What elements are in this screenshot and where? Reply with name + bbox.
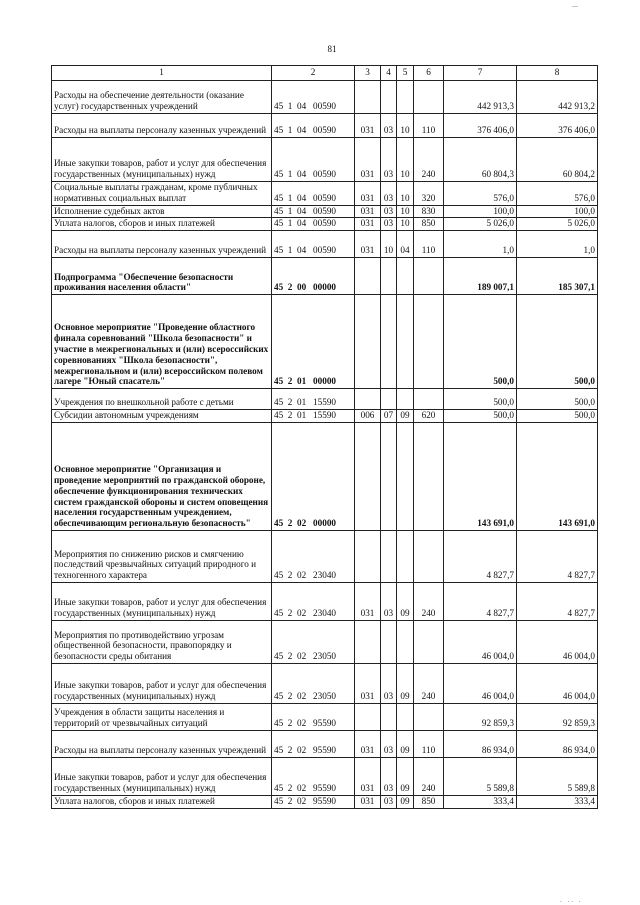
amount-col7-cell: 143 691,0 [444, 422, 517, 530]
subsection-cell: 10 [397, 218, 414, 231]
target-code-cell: 45 2 01 00000 [272, 295, 355, 389]
page-number: 81 [327, 44, 337, 54]
expense-type-cell: 110 [414, 114, 444, 138]
corner-mark: ... [572, 0, 578, 9]
header-cell: 8 [517, 66, 598, 81]
header-cell: 1 [52, 66, 272, 81]
amount-col8-cell: 1,0 [517, 231, 598, 258]
table-row [52, 757, 598, 795]
expense-type-cell [414, 81, 444, 114]
expense-type-cell [414, 703, 444, 730]
amount-col8-cell: 4 827,7 [517, 530, 598, 582]
target-code-cell: 45 1 04 00590 [272, 218, 355, 231]
target-code-cell: 45 2 02 95590 [272, 795, 355, 808]
ministry-code-cell [355, 703, 381, 730]
amount-col7-cell: 376 406,0 [444, 114, 517, 138]
ministry-code-cell: 031 [355, 231, 381, 258]
item-name-cell: Учреждения в области защиты населения и территорий от чрезвычайных ситуаций [52, 703, 272, 730]
target-code-cell: 45 2 01 15590 [272, 389, 355, 410]
subsection-cell: 09 [397, 795, 414, 808]
amount-col8-cell: 143 691,0 [517, 422, 598, 530]
table-row [52, 218, 598, 231]
section-cell: 03 [381, 795, 397, 808]
item-name-cell: Социальные выплаты гражданам, кроме публичных нормативных социальных выплат [52, 182, 272, 206]
item-name-cell: Учреждения по внешкольной работе с детьми [52, 389, 272, 410]
section-cell [381, 530, 397, 582]
target-code-cell: 45 1 04 00590 [272, 114, 355, 138]
amount-col8-cell: 500,0 [517, 410, 598, 423]
amount-col8-cell: 46 004,0 [517, 663, 598, 703]
section-cell: 10 [381, 231, 397, 258]
table-row [52, 258, 598, 295]
table-row [52, 663, 598, 703]
section-cell: 03 [381, 138, 397, 182]
ministry-code-cell: 006 [355, 410, 381, 423]
subsection-cell [397, 530, 414, 582]
section-cell [381, 295, 397, 389]
expense-type-cell [414, 389, 444, 410]
section-cell [381, 389, 397, 410]
section-cell: 03 [381, 730, 397, 757]
amount-col7-cell: 500,0 [444, 295, 517, 389]
amount-col8-cell: 46 004,0 [517, 620, 598, 663]
amount-col7-cell: 1,0 [444, 231, 517, 258]
table-row [52, 138, 598, 182]
expense-type-cell: 620 [414, 410, 444, 423]
table-row [52, 231, 598, 258]
table-row [52, 730, 598, 757]
item-name-cell: Расходы на обеспечение деятельности (оказание услуг) государственных учреждений [52, 81, 272, 114]
table-row [52, 114, 598, 138]
target-code-cell: 45 1 04 00590 [272, 138, 355, 182]
table-header-row [52, 66, 598, 81]
target-code-cell: 45 2 02 23040 [272, 530, 355, 582]
item-name-cell: Основное мероприятие "Организация и проведение мероприятий по гражданской обороне, обеспечение функционирования технических систем гражданской обороны и систем оповещения населения государственным учреждением, обеспечивающим региональную безопасность" [52, 422, 272, 530]
ministry-code-cell: 031 [355, 114, 381, 138]
subsection-cell: 10 [397, 114, 414, 138]
table-row [52, 205, 598, 218]
subsection-cell [397, 389, 414, 410]
section-cell [381, 703, 397, 730]
header-cell: 4 [381, 66, 397, 81]
item-name-cell: Расходы на выплаты персоналу казенных учреждений [52, 114, 272, 138]
target-code-cell: 45 1 04 00590 [272, 182, 355, 206]
expense-type-cell: 850 [414, 218, 444, 231]
amount-col8-cell: 500,0 [517, 389, 598, 410]
footer-mark: . .. . [560, 896, 583, 904]
item-name-cell: Основное мероприятие "Проведение областного финала соревнований "Школа безопасности" и участие в межрегиональных и (или) всероссийских соревнованиях "Школа безопасности", межрегиональном и (или) всероссийском полевом лагере "Юный спасатель" [52, 295, 272, 389]
item-name-cell: Иные закупки товаров, работ и услуг для обеспечения государственных (муниципальных) нужд [52, 663, 272, 703]
target-code-cell: 45 1 04 00590 [272, 81, 355, 114]
table-row [52, 81, 598, 114]
section-cell: 03 [381, 582, 397, 620]
ministry-code-cell [355, 620, 381, 663]
ministry-code-cell: 031 [355, 218, 381, 231]
section-cell: 07 [381, 410, 397, 423]
subsection-cell: 10 [397, 205, 414, 218]
subsection-cell: 10 [397, 182, 414, 206]
item-name-cell: Иные закупки товаров, работ и услуг для обеспечения государственных (муниципальных) нужд [52, 138, 272, 182]
subsection-cell [397, 81, 414, 114]
expense-type-cell: 240 [414, 582, 444, 620]
subsection-cell: 09 [397, 663, 414, 703]
amount-col7-cell: 100,0 [444, 205, 517, 218]
amount-col7-cell: 86 934,0 [444, 730, 517, 757]
expense-type-cell: 850 [414, 795, 444, 808]
subsection-cell: 04 [397, 231, 414, 258]
item-name-cell: Подпрограмма "Обеспечение безопасности проживания населения области" [52, 258, 272, 295]
amount-col8-cell: 86 934,0 [517, 730, 598, 757]
ministry-code-cell: 031 [355, 663, 381, 703]
amount-col7-cell: 189 007,1 [444, 258, 517, 295]
subsection-cell [397, 422, 414, 530]
amount-col8-cell: 5 026,0 [517, 218, 598, 231]
target-code-cell: 45 2 02 00000 [272, 422, 355, 530]
amount-col8-cell: 5 589,8 [517, 757, 598, 795]
ministry-code-cell [355, 389, 381, 410]
ministry-code-cell [355, 422, 381, 530]
amount-col7-cell: 576,0 [444, 182, 517, 206]
expense-type-cell [414, 422, 444, 530]
target-code-cell: 45 1 04 00590 [272, 231, 355, 258]
expense-type-cell: 240 [414, 757, 444, 795]
item-name-cell: Уплата налогов, сборов и иных платежей [52, 218, 272, 231]
amount-col7-cell: 333,4 [444, 795, 517, 808]
expense-type-cell: 830 [414, 205, 444, 218]
amount-col8-cell: 576,0 [517, 182, 598, 206]
item-name-cell: Иные закупки товаров, работ и услуг для обеспечения государственных (муниципальных) нужд [52, 582, 272, 620]
amount-col7-cell: 442 913,3 [444, 81, 517, 114]
ministry-code-cell: 031 [355, 138, 381, 182]
target-code-cell: 45 2 02 95590 [272, 757, 355, 795]
item-name-cell: Расходы на выплаты персоналу казенных учреждений [52, 231, 272, 258]
ministry-code-cell: 031 [355, 757, 381, 795]
header-cell: 2 [272, 66, 355, 81]
ministry-code-cell [355, 295, 381, 389]
target-code-cell: 45 1 04 00590 [272, 205, 355, 218]
subsection-cell: 09 [397, 730, 414, 757]
target-code-cell: 45 2 01 15590 [272, 410, 355, 423]
amount-col8-cell: 185 307,1 [517, 258, 598, 295]
ministry-code-cell [355, 258, 381, 295]
target-code-cell: 45 2 02 23040 [272, 582, 355, 620]
subsection-cell: 09 [397, 757, 414, 795]
section-cell [381, 620, 397, 663]
amount-col8-cell: 60 804,2 [517, 138, 598, 182]
amount-col7-cell: 46 004,0 [444, 663, 517, 703]
item-name-cell: Мероприятия по снижению рисков и смягчению последствий чрезвычайных ситуаций природного и техногенного характера [52, 530, 272, 582]
target-code-cell: 45 2 02 23050 [272, 663, 355, 703]
amount-col7-cell: 500,0 [444, 410, 517, 423]
expense-type-cell: 110 [414, 730, 444, 757]
header-cell: 5 [397, 66, 414, 81]
ministry-code-cell: 031 [355, 730, 381, 757]
amount-col7-cell: 5 026,0 [444, 218, 517, 231]
target-code-cell: 45 2 02 23050 [272, 620, 355, 663]
table-row [52, 582, 598, 620]
table-row [52, 182, 598, 206]
table-row [52, 410, 598, 423]
item-name-cell: Исполнение судебных актов [52, 205, 272, 218]
amount-col8-cell: 333,4 [517, 795, 598, 808]
ministry-code-cell: 031 [355, 795, 381, 808]
section-cell: 03 [381, 114, 397, 138]
target-code-cell: 45 2 00 00000 [272, 258, 355, 295]
subsection-cell [397, 620, 414, 663]
amount-col7-cell: 4 827,7 [444, 530, 517, 582]
ministry-code-cell: 031 [355, 182, 381, 206]
target-code-cell: 45 2 02 95590 [272, 730, 355, 757]
expense-type-cell [414, 620, 444, 663]
budget-table [51, 65, 598, 809]
table-row [52, 703, 598, 730]
amount-col7-cell: 5 589,8 [444, 757, 517, 795]
expense-type-cell [414, 530, 444, 582]
item-name-cell: Расходы на выплаты персоналу казенных учреждений [52, 730, 272, 757]
subsection-cell: 09 [397, 410, 414, 423]
section-cell [381, 422, 397, 530]
section-cell: 03 [381, 218, 397, 231]
table-row [52, 389, 598, 410]
amount-col8-cell: 100,0 [517, 205, 598, 218]
amount-col8-cell: 442 913,2 [517, 81, 598, 114]
expense-type-cell: 320 [414, 182, 444, 206]
section-cell: 03 [381, 663, 397, 703]
ministry-code-cell [355, 81, 381, 114]
subsection-cell: 10 [397, 138, 414, 182]
expense-type-cell: 240 [414, 138, 444, 182]
expense-type-cell [414, 258, 444, 295]
expense-type-cell: 110 [414, 231, 444, 258]
item-name-cell: Мероприятия по противодействию угрозам общественной безопасности, правопорядку и безопасности среды обитания [52, 620, 272, 663]
subsection-cell [397, 295, 414, 389]
section-cell [381, 81, 397, 114]
item-name-cell: Иные закупки товаров, работ и услуг для обеспечения государственных (муниципальных) нужд [52, 757, 272, 795]
header-cell: 3 [355, 66, 381, 81]
section-cell: 03 [381, 182, 397, 206]
header-cell: 7 [444, 66, 517, 81]
subsection-cell: 09 [397, 582, 414, 620]
amount-col8-cell: 92 859,3 [517, 703, 598, 730]
amount-col7-cell: 500,0 [444, 389, 517, 410]
section-cell: 03 [381, 205, 397, 218]
expense-type-cell: 240 [414, 663, 444, 703]
ministry-code-cell [355, 530, 381, 582]
table-row [52, 620, 598, 663]
ministry-code-cell: 031 [355, 205, 381, 218]
amount-col8-cell: 4 827,7 [517, 582, 598, 620]
subsection-cell [397, 703, 414, 730]
expense-type-cell [414, 295, 444, 389]
section-cell: 03 [381, 757, 397, 795]
subsection-cell [397, 258, 414, 295]
ministry-code-cell: 031 [355, 582, 381, 620]
section-cell [381, 258, 397, 295]
header-cell: 6 [414, 66, 444, 81]
table-row [52, 295, 598, 389]
table-row [52, 422, 598, 530]
amount-col8-cell: 500,0 [517, 295, 598, 389]
amount-col8-cell: 376 406,0 [517, 114, 598, 138]
amount-col7-cell: 92 859,3 [444, 703, 517, 730]
table-row [52, 530, 598, 582]
item-name-cell: Субсидии автономным учреждениям [52, 410, 272, 423]
amount-col7-cell: 60 804,3 [444, 138, 517, 182]
target-code-cell: 45 2 02 95590 [272, 703, 355, 730]
amount-col7-cell: 4 827,7 [444, 582, 517, 620]
table-row [52, 795, 598, 808]
amount-col7-cell: 46 004,0 [444, 620, 517, 663]
item-name-cell: Уплата налогов, сборов и иных платежей [52, 795, 272, 808]
